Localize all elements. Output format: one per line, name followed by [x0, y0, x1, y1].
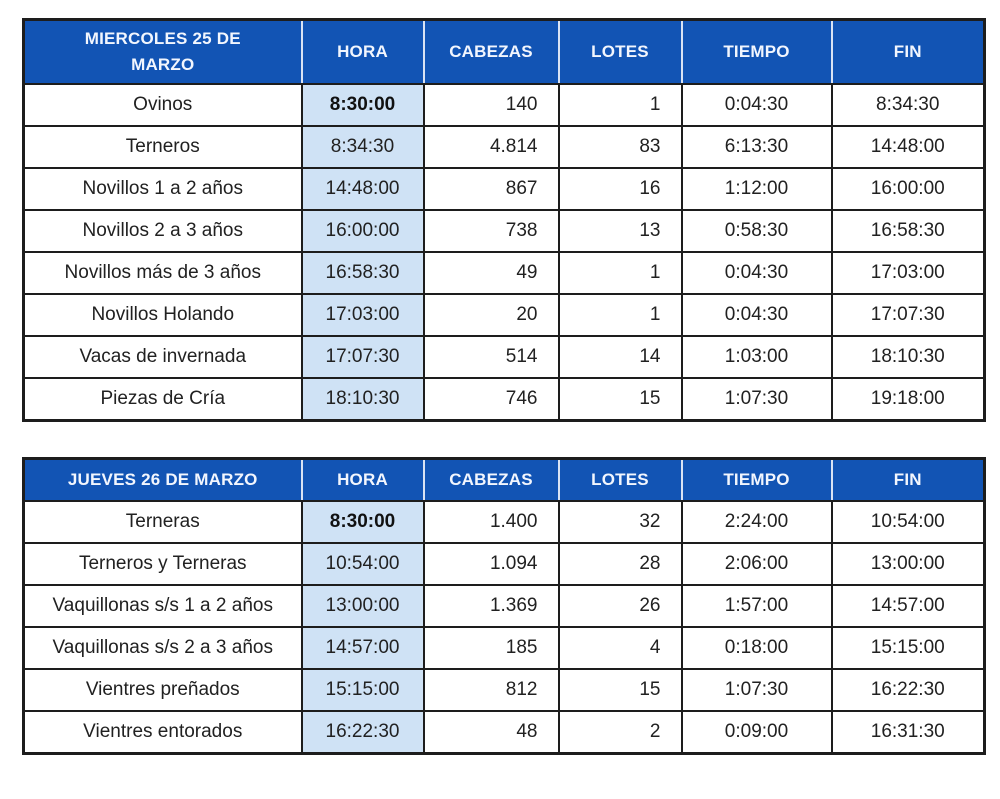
category-cell: Novillos más de 3 años: [24, 252, 302, 294]
lotes-cell: 13: [559, 210, 682, 252]
category-cell: Piezas de Cría: [24, 378, 302, 421]
category-cell: Ovinos: [24, 84, 302, 126]
cabezas-cell: 185: [424, 627, 559, 669]
hora-cell: 16:00:00: [302, 210, 424, 252]
table-row: [24, 252, 985, 294]
cabezas-cell: 49: [424, 252, 559, 294]
lotes-cell: 32: [559, 501, 682, 543]
table-title-jueves: [24, 459, 302, 502]
lotes-cell: 15: [559, 378, 682, 421]
table-row: [24, 543, 985, 585]
tiempo-cell: 0:09:00: [682, 711, 832, 754]
column-header-cabezas: CABEZAS: [424, 20, 559, 85]
table-title-text: MIERCOLES 25 DE MARZO: [84, 28, 241, 74]
fin-cell: 14:48:00: [832, 126, 985, 168]
category-cell: Terneras: [24, 501, 302, 543]
tiempo-cell: 1:07:30: [682, 378, 832, 421]
table-title-text: JUEVES 26 DE MARZO: [67, 470, 258, 489]
fin-cell: 16:31:30: [832, 711, 985, 754]
column-header-cabezas: CABEZAS: [424, 459, 559, 502]
column-header-fin: FIN: [832, 20, 985, 85]
lotes-cell: 4: [559, 627, 682, 669]
cabezas-cell: 514: [424, 336, 559, 378]
hora-cell: 8:30:00: [302, 84, 424, 126]
table-title-miercoles: [24, 20, 302, 85]
table-row: [24, 711, 985, 754]
hora-cell: 8:34:30: [302, 126, 424, 168]
cabezas-cell: 812: [424, 669, 559, 711]
tiempo-cell: 2:06:00: [682, 543, 832, 585]
hora-cell: 15:15:00: [302, 669, 424, 711]
table-body: [24, 84, 985, 421]
lotes-cell: 2: [559, 711, 682, 754]
table-row: [24, 378, 985, 421]
lotes-cell: 16: [559, 168, 682, 210]
cabezas-cell: 1.369: [424, 585, 559, 627]
schedule-table-jueves: [22, 457, 986, 755]
table-row: [24, 210, 985, 252]
table-row: [24, 336, 985, 378]
cabezas-cell: 746: [424, 378, 559, 421]
tiempo-cell: 0:18:00: [682, 627, 832, 669]
tiempo-cell: 1:57:00: [682, 585, 832, 627]
fin-cell: 10:54:00: [832, 501, 985, 543]
hora-cell: 17:03:00: [302, 294, 424, 336]
hora-cell: 13:00:00: [302, 585, 424, 627]
tiempo-cell: 1:03:00: [682, 336, 832, 378]
cabezas-cell: 48: [424, 711, 559, 754]
hora-cell: 14:57:00: [302, 627, 424, 669]
lotes-cell: 83: [559, 126, 682, 168]
table-row: [24, 627, 985, 669]
column-header-lotes: LOTES: [559, 459, 682, 502]
table-row: [24, 669, 985, 711]
tiempo-cell: 1:07:30: [682, 669, 832, 711]
table-row: [24, 585, 985, 627]
table-row: [24, 126, 985, 168]
lotes-cell: 28: [559, 543, 682, 585]
tiempo-cell: 6:13:30: [682, 126, 832, 168]
table-row: [24, 168, 985, 210]
schedule-table-miercoles: [22, 18, 986, 422]
header-row: [24, 20, 985, 85]
fin-cell: 8:34:30: [832, 84, 985, 126]
category-cell: Novillos 1 a 2 años: [24, 168, 302, 210]
category-cell: Novillos Holando: [24, 294, 302, 336]
hora-cell: 10:54:00: [302, 543, 424, 585]
cabezas-cell: 140: [424, 84, 559, 126]
fin-cell: 17:07:30: [832, 294, 985, 336]
category-cell: Vaquillonas s/s 2 a 3 años: [24, 627, 302, 669]
category-cell: Vaquillonas s/s 1 a 2 años: [24, 585, 302, 627]
cabezas-cell: 738: [424, 210, 559, 252]
table-row: [24, 294, 985, 336]
fin-cell: 15:15:00: [832, 627, 985, 669]
tiempo-cell: 1:12:00: [682, 168, 832, 210]
column-header-hora: HORA: [302, 459, 424, 502]
fin-cell: 19:18:00: [832, 378, 985, 421]
column-header-hora: HORA: [302, 20, 424, 85]
hora-cell: 14:48:00: [302, 168, 424, 210]
hora-cell: 16:58:30: [302, 252, 424, 294]
lotes-cell: 26: [559, 585, 682, 627]
fin-cell: 13:00:00: [832, 543, 985, 585]
category-cell: Vientres entorados: [24, 711, 302, 754]
lotes-cell: 1: [559, 252, 682, 294]
cabezas-cell: 867: [424, 168, 559, 210]
category-cell: Novillos 2 a 3 años: [24, 210, 302, 252]
fin-cell: 16:00:00: [832, 168, 985, 210]
hora-cell: 18:10:30: [302, 378, 424, 421]
fin-cell: 16:58:30: [832, 210, 985, 252]
lotes-cell: 14: [559, 336, 682, 378]
hora-cell: 17:07:30: [302, 336, 424, 378]
category-cell: Vacas de invernada: [24, 336, 302, 378]
tiempo-cell: 0:04:30: [682, 252, 832, 294]
tiempo-cell: 0:04:30: [682, 294, 832, 336]
cabezas-cell: 4.814: [424, 126, 559, 168]
category-cell: Terneros y Terneras: [24, 543, 302, 585]
column-header-tiempo: TIEMPO: [682, 20, 832, 85]
column-header-lotes: LOTES: [559, 20, 682, 85]
column-header-fin: FIN: [832, 459, 985, 502]
cabezas-cell: 1.400: [424, 501, 559, 543]
column-header-tiempo: TIEMPO: [682, 459, 832, 502]
hora-cell: 16:22:30: [302, 711, 424, 754]
table-body: [24, 501, 985, 754]
fin-cell: 17:03:00: [832, 252, 985, 294]
tiempo-cell: 0:58:30: [682, 210, 832, 252]
hora-cell: 8:30:00: [302, 501, 424, 543]
cabezas-cell: 1.094: [424, 543, 559, 585]
category-cell: Vientres preñados: [24, 669, 302, 711]
lotes-cell: 1: [559, 84, 682, 126]
lotes-cell: 15: [559, 669, 682, 711]
fin-cell: 16:22:30: [832, 669, 985, 711]
table-row: [24, 84, 985, 126]
cabezas-cell: 20: [424, 294, 559, 336]
category-cell: Terneros: [24, 126, 302, 168]
tiempo-cell: 2:24:00: [682, 501, 832, 543]
fin-cell: 14:57:00: [832, 585, 985, 627]
table-row: [24, 501, 985, 543]
header-row: [24, 459, 985, 502]
fin-cell: 18:10:30: [832, 336, 985, 378]
lotes-cell: 1: [559, 294, 682, 336]
tiempo-cell: 0:04:30: [682, 84, 832, 126]
